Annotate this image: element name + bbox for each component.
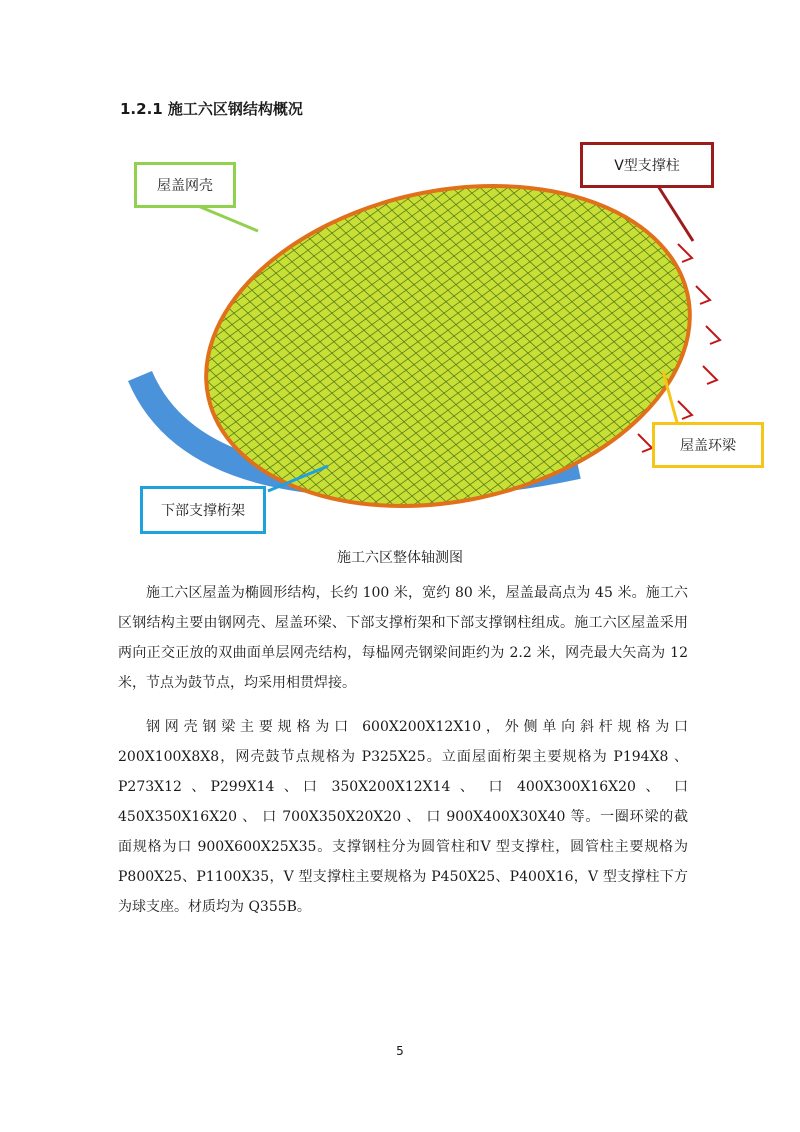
v-column — [696, 286, 710, 304]
grid-line — [762, 136, 778, 536]
v-column — [706, 326, 720, 344]
grid-line — [776, 136, 778, 536]
grid-line — [748, 136, 778, 536]
grid-line — [776, 136, 778, 536]
page-number: 5 — [396, 1044, 404, 1058]
v-column — [678, 401, 692, 419]
callout-v-column: V型支撑柱 — [580, 142, 714, 188]
grid-line — [720, 136, 778, 536]
v-column — [703, 366, 717, 384]
grid-line — [720, 136, 778, 536]
structure-figure — [118, 136, 778, 536]
grid-line — [118, 136, 132, 536]
section-heading: 1.2.1 施工六区钢结构概况 — [120, 100, 303, 118]
grid-line — [692, 136, 778, 536]
grid-line — [762, 136, 778, 536]
v-column — [678, 244, 692, 262]
callout-ring-beam: 屋盖环梁 — [652, 422, 764, 468]
grid-line — [118, 136, 132, 536]
grid-line — [678, 136, 778, 536]
callout-roof-shell: 屋盖网壳 — [134, 162, 236, 208]
grid-line — [748, 136, 778, 536]
grid-line — [678, 136, 778, 536]
paragraph-overview: 施工六区屋盖为椭圆形结构，长约 100 米，宽约 80 米，屋盖最高点为 45 米。施工六区钢结构主要由钢网壳、屋盖环梁、下部支撑桁架和下部支撑钢柱组成。施工六区屋盖采用两向正交正放的双曲面单层网壳结构，每榀网壳钢梁间距约为 2.2 米，网壳最大矢高为 12 米，节点为鼓节点，均采用相贯焊接。 — [118, 585, 688, 691]
paragraph-specifications: 钢网壳钢梁主要规格为口 600X200X12X10，外侧单向斜杆规格为口 200X100X8X8，网壳鼓节点规格为 P325X25。立面屋面桁架主要规格为 P194X8 、P273X12 、P299X14 、口 350X200X12X14 、 口 400X300X16X20 、 口 450X350X16X20 、 口 700X350X20X20 、 口 900X400X30X40 等。一圈环梁的截面规格为口 900X600X25X35。支撑钢柱分为圆管柱和V 型支撑柱，圆管柱主要规格为 P800X25、P1100X35，V 型支撑柱主要规格为 P450X25、P400X16，V 型支撑柱下方为球支座。材质均为 Q355B。 — [118, 719, 688, 915]
grid-line — [734, 136, 778, 536]
grid-line — [692, 136, 778, 536]
grid-line — [734, 136, 778, 536]
v-column — [638, 434, 652, 452]
callout-support-truss: 下部支撑桁架 — [140, 486, 266, 534]
figure-caption: 施工六区整体轴测图 — [337, 550, 463, 566]
